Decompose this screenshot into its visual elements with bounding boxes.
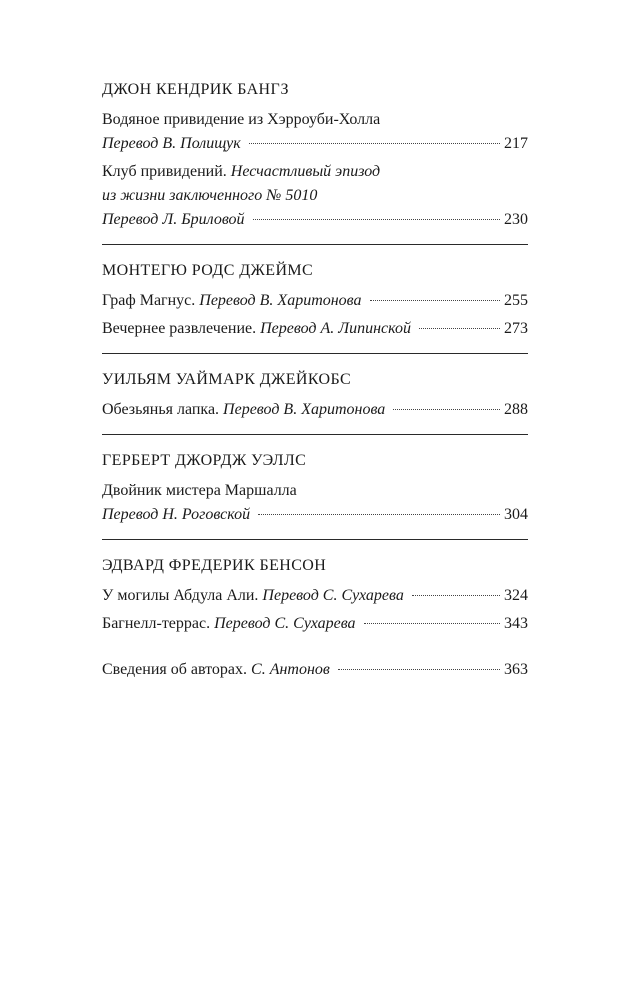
entry-translator: Перевод В. Харитонова <box>199 292 362 309</box>
page-number: 343 <box>504 615 528 632</box>
page-number: 288 <box>504 401 528 418</box>
entry-title: Вечернее развлечение. <box>102 320 257 337</box>
entry-translator: Перевод С. Сухарева <box>214 615 356 632</box>
entry-title: Водяное привидение из Хэрроуби-Холла <box>102 111 381 128</box>
spacer <box>102 640 528 658</box>
author-heading: ГЕРБЕРТ ДЖОРДЖ УЭЛЛС <box>102 452 307 469</box>
toc-entry[interactable] <box>102 160 528 232</box>
page-number: 217 <box>504 135 528 152</box>
section-divider <box>102 244 528 245</box>
author-heading: ЭДВАРД ФРЕДЕРИК БЕНСОН <box>102 557 327 574</box>
section-divider <box>102 353 528 354</box>
toc-entry[interactable] <box>102 398 528 422</box>
dot-leader <box>338 669 500 670</box>
entry-author: С. Антонов <box>251 661 330 678</box>
author-heading: ДЖОН КЕНДРИК БАНГЗ <box>102 81 289 98</box>
page-number: 324 <box>504 587 528 604</box>
toc-section <box>102 449 528 527</box>
entry-translator: Перевод Н. Роговской <box>102 506 251 523</box>
toc-entry[interactable] <box>102 479 528 527</box>
toc-section <box>102 554 528 636</box>
author-heading: МОНТЕГЮ РОДС ДЖЕЙМС <box>102 262 314 279</box>
entry-translator: Перевод С. Сухарева <box>262 587 404 604</box>
entry-title: Сведения об авторах. <box>102 661 248 678</box>
section-divider <box>102 434 528 435</box>
dot-leader <box>370 300 500 301</box>
toc-entry[interactable] <box>102 584 528 608</box>
dot-leader <box>393 409 500 410</box>
entry-title: Двойник мистера Маршалла <box>102 482 297 499</box>
dot-leader <box>258 514 500 515</box>
toc-entry[interactable] <box>102 612 528 636</box>
entry-translator: Перевод В. Полищук <box>102 135 241 152</box>
entry-title: У могилы Абдула Али. <box>102 587 259 604</box>
page-number: 363 <box>504 661 528 678</box>
entry-title: Обезьянья лапка. <box>102 401 220 418</box>
section-divider <box>102 539 528 540</box>
dot-leader <box>412 595 500 596</box>
page-number: 230 <box>504 211 528 228</box>
page-number: 273 <box>504 320 528 337</box>
entry-title: Клуб привидений. <box>102 163 227 180</box>
entry-translator: Перевод А. Липинской <box>260 320 412 337</box>
entry-translator: Перевод В. Харитонова <box>223 401 386 418</box>
entry-title: Граф Магнус. <box>102 292 196 309</box>
toc-entry-appendix[interactable] <box>102 658 528 682</box>
page-number: 304 <box>504 506 528 523</box>
toc-entry[interactable] <box>102 289 528 313</box>
dot-leader <box>419 328 500 329</box>
toc-section <box>102 78 528 232</box>
entry-title: Багнелл-террас. <box>102 615 211 632</box>
toc-section <box>102 368 528 422</box>
dot-leader <box>364 623 500 624</box>
table-of-contents <box>102 78 528 686</box>
toc-section <box>102 259 528 341</box>
toc-entry[interactable] <box>102 108 528 156</box>
entry-translator: Перевод Л. Бриловой <box>102 211 245 228</box>
author-heading: УИЛЬЯМ УАЙМАРК ДЖЕЙКОБС <box>102 371 352 388</box>
page-number: 255 <box>504 292 528 309</box>
dot-leader <box>249 143 500 144</box>
entry-subtitle: Несчастливый эпизод <box>230 163 381 180</box>
toc-entry[interactable] <box>102 317 528 341</box>
dot-leader <box>253 219 500 220</box>
entry-subtitle: из жизни заключенного № 5010 <box>102 187 318 204</box>
